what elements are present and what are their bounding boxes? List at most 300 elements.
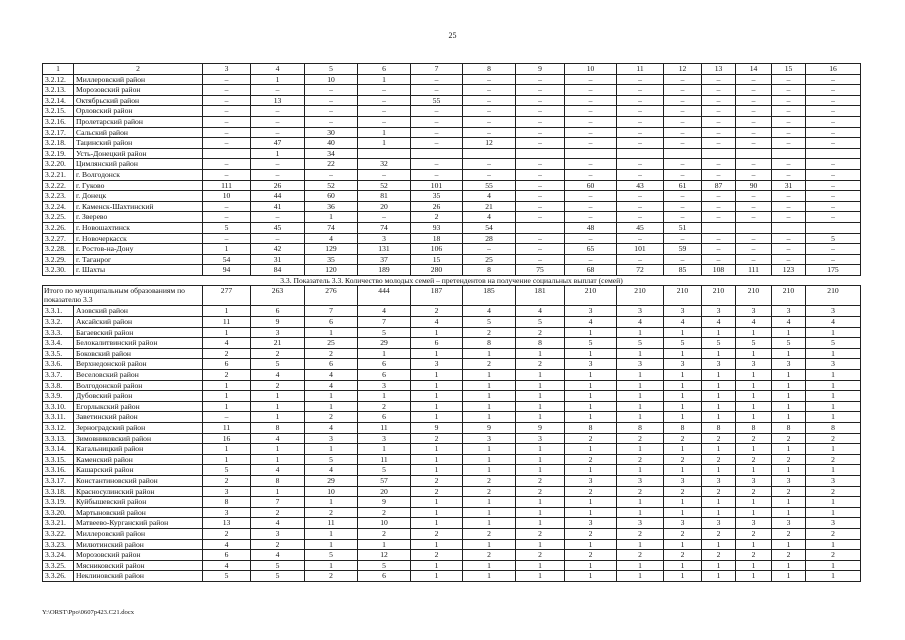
value-cell: 1 [736,327,772,338]
value-cell: 87 [702,180,736,191]
table-row [43,370,861,381]
value-cell: 1 [565,380,617,391]
value-cell: 8 [736,423,772,434]
value-cell: – [463,169,516,180]
row-code-cell: 3.2.23. [43,191,74,202]
value-cell: 1 [702,380,736,391]
row-code-cell: 3.3.9. [43,391,74,402]
value-cell: 1 [463,401,516,412]
value-cell: – [806,95,861,106]
value-cell: 61 [664,180,702,191]
table-row [43,560,861,571]
row-code-cell: 3.3.14. [43,444,74,455]
value-cell: 1 [617,412,664,423]
value-cell: 1 [736,348,772,359]
value-cell [806,148,861,159]
value-cell: 1 [664,401,702,412]
table-row [43,486,861,497]
value-cell: 2 [516,528,565,539]
value-cell: 55 [463,180,516,191]
value-cell: 3 [617,518,664,529]
value-cell: 3 [702,359,736,370]
value-cell: 1 [516,465,565,476]
value-cell: 3 [702,306,736,317]
row-name-cell: Тацинский район [74,138,203,149]
value-cell: 1 [565,497,617,508]
row-code-cell: 3.2.29. [43,254,74,265]
value-cell: – [736,106,772,117]
value-cell: 1 [617,391,664,402]
value-cell: – [617,212,664,223]
value-cell: – [411,127,463,138]
value-cell: 1 [617,465,664,476]
row-code-cell: 3.3.10. [43,401,74,412]
value-cell: – [664,106,702,117]
value-cell: – [358,212,411,223]
row-code-cell: 3.2.30. [43,265,74,276]
value-cell: 131 [358,244,411,255]
value-cell [736,222,772,233]
total-value-cell: 210 [806,286,861,306]
value-cell: 54 [463,222,516,233]
value-cell: – [664,201,702,212]
value-cell: – [702,116,736,127]
column-number-cell: 6 [358,64,411,75]
value-cell: 3 [203,486,251,497]
value-cell: – [617,169,664,180]
value-cell: – [203,201,251,212]
value-cell: – [806,116,861,127]
value-cell: – [516,180,565,191]
row-name-cell: Кагальницкий район [74,444,203,455]
table-row [43,212,861,223]
row-name-cell: Красносулинский район [74,486,203,497]
value-cell: – [251,127,305,138]
value-cell: – [664,191,702,202]
value-cell: 11 [358,454,411,465]
column-number-cell: 4 [251,64,305,75]
value-cell: 2 [516,550,565,561]
value-cell: – [358,169,411,180]
value-cell: 4 [305,233,358,244]
value-cell: 1 [664,507,702,518]
value-cell: – [702,159,736,170]
row-name-cell: г. Новошахтинск [74,222,203,233]
value-cell: – [806,85,861,96]
value-cell [772,222,806,233]
value-cell: – [516,95,565,106]
value-cell: 1 [305,528,358,539]
value-cell: 3 [736,475,772,486]
value-cell: 3 [772,475,806,486]
row-code-cell: 3.3.16. [43,465,74,476]
value-cell: 2 [463,359,516,370]
value-cell: 8 [702,423,736,434]
value-cell: 1 [516,454,565,465]
value-cell: 1 [806,507,861,518]
value-cell: 6 [305,317,358,328]
value-cell: 1 [772,401,806,412]
value-cell: 1 [806,571,861,582]
value-cell: 1 [565,465,617,476]
value-cell: 85 [664,265,702,276]
value-cell: 10 [358,518,411,529]
value-cell: 3 [664,475,702,486]
row-code-cell: 3.2.14. [43,95,74,106]
value-cell: 1 [664,444,702,455]
value-cell: 1 [251,412,305,423]
column-number-cell: 15 [772,64,806,75]
value-cell: 3 [617,359,664,370]
value-cell: 1 [565,412,617,423]
row-code-cell: 3.3.12. [43,423,74,434]
value-cell: 8 [617,423,664,434]
value-cell: 2 [251,539,305,550]
table-row [43,306,861,317]
row-code-cell: 3.3.17. [43,475,74,486]
value-cell: – [565,159,617,170]
value-cell: 1 [411,380,463,391]
value-cell: 1 [702,370,736,381]
value-cell: 1 [203,327,251,338]
value-cell: 1 [516,380,565,391]
value-cell: 1 [411,539,463,550]
value-cell: – [702,95,736,106]
value-cell: 1 [772,571,806,582]
value-cell: 1 [411,560,463,571]
value-cell: 1 [806,497,861,508]
value-cell: 2 [806,433,861,444]
value-cell: 3 [617,475,664,486]
value-cell: – [203,138,251,149]
row-name-cell: Волгодонской район [74,380,203,391]
table-row [43,465,861,476]
value-cell: – [736,254,772,265]
value-cell: 1 [806,539,861,550]
value-cell: – [358,95,411,106]
value-cell: 2 [463,528,516,539]
value-cell: 2 [251,348,305,359]
table-row [43,433,861,444]
value-cell: 21 [251,338,305,349]
value-cell: – [203,85,251,96]
value-cell: 65 [565,244,617,255]
value-cell: – [736,85,772,96]
value-cell: 26 [251,180,305,191]
value-cell: 2 [358,528,411,539]
value-cell: 123 [772,265,806,276]
value-cell: – [251,85,305,96]
value-cell: 1 [516,539,565,550]
value-cell: 1 [702,465,736,476]
value-cell: – [617,85,664,96]
value-cell: 3 [358,433,411,444]
table-row [43,380,861,391]
row-code-cell: 3.2.13. [43,85,74,96]
row-name-cell: Сальский район [74,127,203,138]
table-row [43,116,861,127]
value-cell: 2 [806,486,861,497]
value-cell: 7 [251,497,305,508]
value-cell: 8 [565,423,617,434]
table-row [43,191,861,202]
value-cell: 2 [305,507,358,518]
value-cell: 1 [411,412,463,423]
value-cell: – [411,169,463,180]
value-cell: 2 [565,486,617,497]
row-name-cell: г. Таганрог [74,254,203,265]
value-cell: 4 [251,370,305,381]
value-cell: 52 [358,180,411,191]
value-cell: – [565,138,617,149]
value-cell: – [664,212,702,223]
value-cell: 3 [664,359,702,370]
value-cell: – [203,233,251,244]
value-cell: 25 [463,254,516,265]
value-cell: 1 [463,412,516,423]
value-cell: 31 [251,254,305,265]
value-cell: 1 [411,465,463,476]
value-cell: – [516,138,565,149]
row-name-cell: Усть-Донецкий район [74,148,203,159]
value-cell: – [305,95,358,106]
value-cell: 8 [463,338,516,349]
table-row [43,244,861,255]
row-code-cell: 3.3.21. [43,518,74,529]
value-cell: 2 [806,550,861,561]
value-cell: 3 [702,518,736,529]
value-cell: 101 [617,244,664,255]
row-name-cell: г. Гуково [74,180,203,191]
value-cell [736,148,772,159]
value-cell: 41 [251,201,305,212]
value-cell: 3 [305,433,358,444]
value-cell: 5 [305,454,358,465]
value-cell: 8 [516,338,565,349]
value-cell: 1 [463,571,516,582]
value-cell: 1 [565,539,617,550]
value-cell: 2 [305,348,358,359]
table-row [43,391,861,402]
value-cell: 1 [736,497,772,508]
value-cell: – [203,95,251,106]
row-name-cell: Куйбышевский район [74,497,203,508]
value-cell: – [736,74,772,85]
value-cell: 3 [565,475,617,486]
value-cell: 1 [806,380,861,391]
value-cell: 1 [463,560,516,571]
value-cell: 5 [772,338,806,349]
value-cell: 20 [358,201,411,212]
value-cell: 4 [251,550,305,561]
value-cell: – [772,254,806,265]
value-cell: 5 [806,233,861,244]
row-code-cell: 3.3.7. [43,370,74,381]
value-cell: 5 [736,338,772,349]
value-cell: 1 [516,507,565,518]
row-name-cell: Аксайский район [74,317,203,328]
value-cell: 4 [251,433,305,444]
value-cell: 5 [702,338,736,349]
value-cell: 1 [772,380,806,391]
total-value-cell: 277 [203,286,251,306]
value-cell: 2 [617,454,664,465]
value-cell: 1 [806,370,861,381]
value-cell: 1 [617,327,664,338]
value-cell: – [772,169,806,180]
value-cell: 1 [305,391,358,402]
value-cell: 1 [305,401,358,412]
value-cell: – [664,116,702,127]
column-number-cell: 3 [203,64,251,75]
value-cell: 1 [565,560,617,571]
value-cell: 1 [806,391,861,402]
value-cell: – [617,254,664,265]
value-cell: 1 [565,391,617,402]
value-cell: 1 [806,348,861,359]
value-cell: 1 [702,539,736,550]
value-cell: 57 [358,475,411,486]
value-cell: 1 [664,560,702,571]
value-cell: – [806,127,861,138]
value-cell: 6 [203,550,251,561]
value-cell: 10 [305,74,358,85]
value-cell: 2 [806,454,861,465]
value-cell: 1 [806,412,861,423]
value-cell: 1 [305,560,358,571]
value-cell: 3 [806,306,861,317]
value-cell: 1 [203,380,251,391]
column-number-cell: 10 [565,64,617,75]
row-name-cell: г. Волгодонск [74,169,203,180]
value-cell: – [806,191,861,202]
table-row [43,95,861,106]
value-cell: 1 [565,348,617,359]
row-code-cell: 3.2.20. [43,159,74,170]
value-cell: 1 [772,391,806,402]
value-cell: 2 [516,486,565,497]
value-cell: – [516,244,565,255]
value-cell: 4 [463,212,516,223]
value-cell: – [516,201,565,212]
value-cell: 1 [736,507,772,518]
value-cell: 7 [305,306,358,317]
value-cell: 2 [664,486,702,497]
value-cell: 3 [772,359,806,370]
row-code-cell: 3.2.18. [43,138,74,149]
value-cell: 2 [203,370,251,381]
value-cell: – [664,169,702,180]
value-cell: – [806,106,861,117]
value-cell: 1 [702,412,736,423]
value-cell: 1 [772,412,806,423]
total-row [43,286,861,306]
row-code-cell: 3.3.11. [43,412,74,423]
value-cell: 1 [736,391,772,402]
value-cell: 25 [305,338,358,349]
value-cell: – [516,127,565,138]
value-cell: 1 [203,401,251,412]
value-cell: – [203,127,251,138]
value-cell: 1 [463,518,516,529]
value-cell: – [565,85,617,96]
row-code-cell: 3.3.23. [43,539,74,550]
value-cell: – [617,191,664,202]
table-row [43,444,861,455]
value-cell: 1 [516,497,565,508]
value-cell: 26 [411,201,463,212]
value-cell: 3 [358,233,411,244]
value-cell: 52 [305,180,358,191]
value-cell: 1 [411,391,463,402]
value-cell: – [516,74,565,85]
table-row [43,539,861,550]
value-cell: 1 [736,539,772,550]
table-row [43,454,861,465]
value-cell: 2 [736,486,772,497]
value-cell: 1 [617,401,664,412]
row-name-cell: Неклиновский район [74,571,203,582]
value-cell: 6 [358,370,411,381]
table-row [43,401,861,412]
value-cell: 4 [203,338,251,349]
row-name-cell: Заветинский район [74,412,203,423]
value-cell: 4 [358,306,411,317]
value-cell: 1 [702,560,736,571]
value-cell: – [463,127,516,138]
value-cell: – [772,85,806,96]
value-cell: – [305,85,358,96]
value-cell: – [565,74,617,85]
value-cell: 8 [203,497,251,508]
value-cell: – [736,159,772,170]
value-cell: – [702,244,736,255]
value-cell: – [736,191,772,202]
value-cell: 1 [411,401,463,412]
value-cell: 1 [516,571,565,582]
value-cell: 16 [203,433,251,444]
value-cell: 111 [203,180,251,191]
value-cell: 1 [565,444,617,455]
value-cell: – [736,201,772,212]
total-value-cell: 276 [305,286,358,306]
value-cell: – [664,127,702,138]
value-cell: 1 [617,539,664,550]
value-cell: 3 [411,359,463,370]
value-cell: 8 [772,423,806,434]
value-cell: 1 [251,486,305,497]
value-cell: 9 [516,423,565,434]
value-cell: 2 [411,433,463,444]
value-cell: – [806,159,861,170]
row-code-cell: 3.3.3. [43,327,74,338]
value-cell: 3 [772,518,806,529]
value-cell: 1 [203,454,251,465]
value-cell: 2 [463,327,516,338]
value-cell: 1 [772,560,806,571]
value-cell: – [806,169,861,180]
value-cell: 3 [702,475,736,486]
value-cell: – [664,233,702,244]
table-row [43,571,861,582]
value-cell: 2 [463,475,516,486]
value-cell: 1 [565,327,617,338]
value-cell: 1 [358,444,411,455]
row-name-cell: Орловский район [74,106,203,117]
value-cell: – [806,74,861,85]
value-cell: 8 [806,423,861,434]
value-cell: – [772,95,806,106]
